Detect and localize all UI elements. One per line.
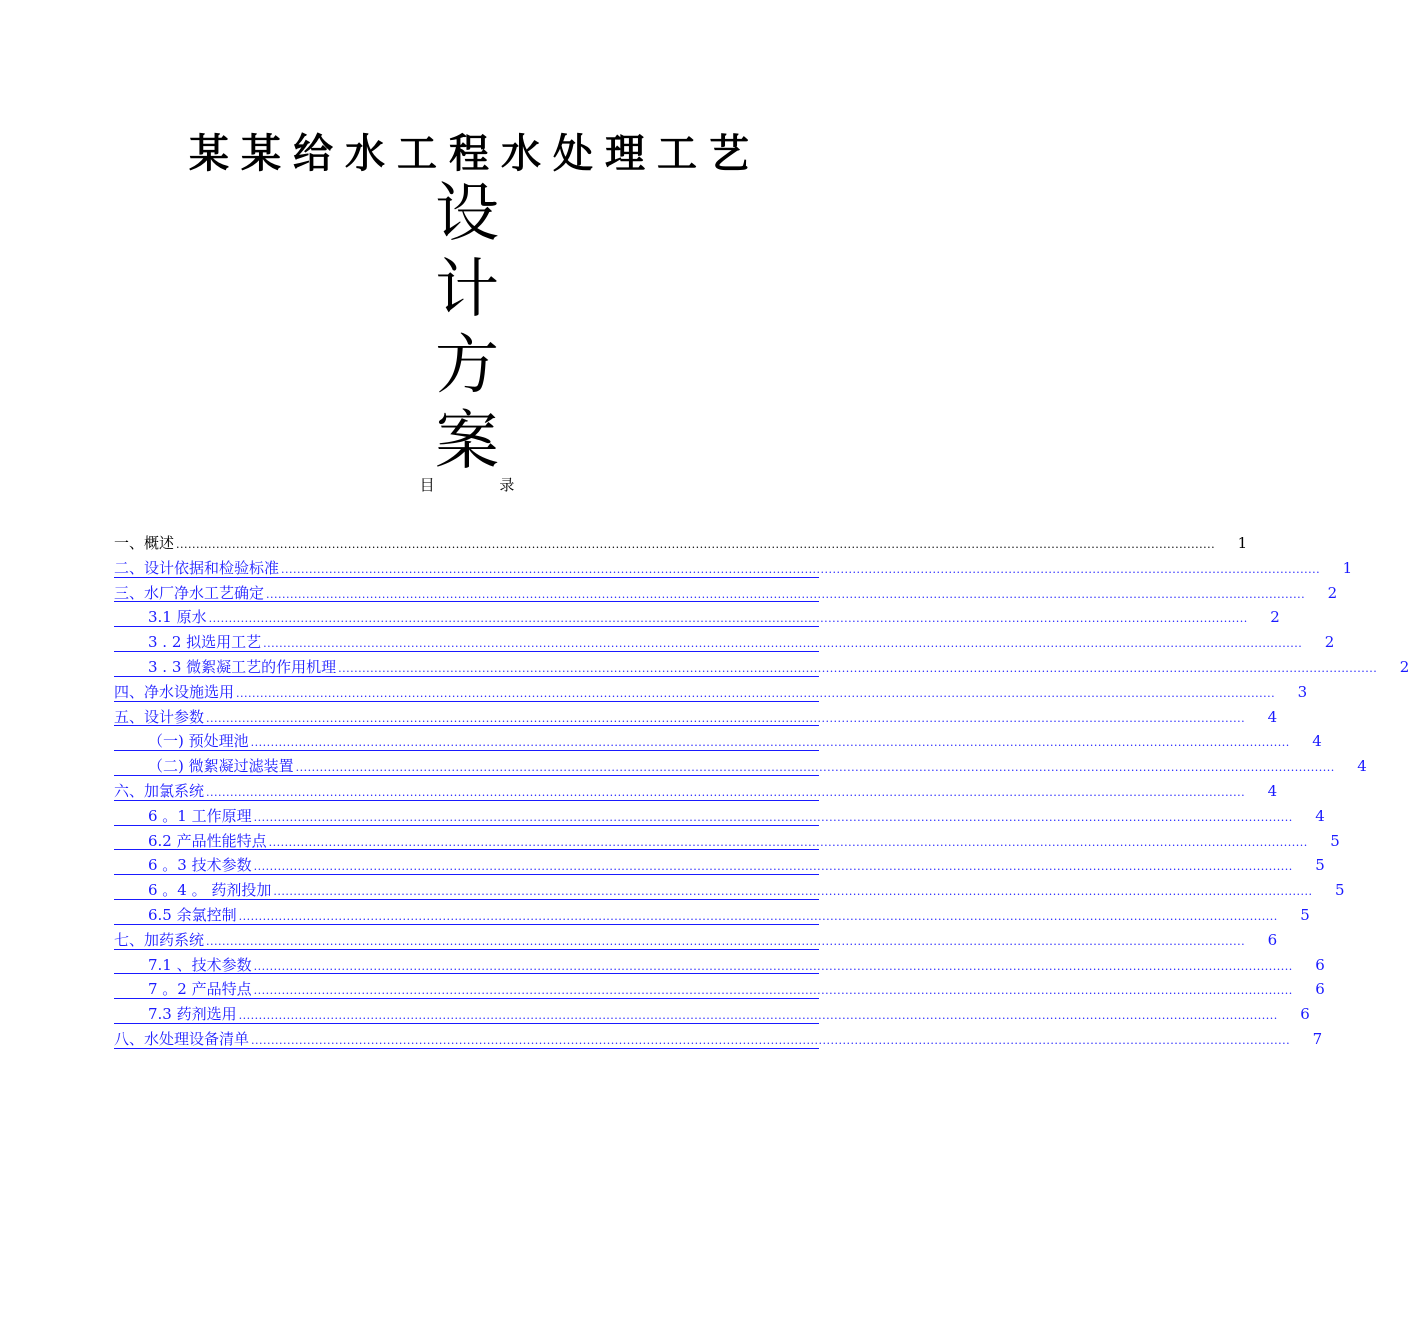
- toc-entry-page: 4: [1315, 806, 1325, 825]
- toc-entry[interactable]: [114, 928, 1278, 953]
- toc-entry-page: 7: [1312, 1029, 1323, 1048]
- toc-entry-page: 4: [1267, 781, 1278, 800]
- title-char-1: 设: [435, 177, 499, 251]
- toc-entry-label: 6.2 产品性能特点: [148, 831, 267, 850]
- toc-entry[interactable]: [114, 1002, 1310, 1027]
- toc-entry[interactable]: [114, 754, 1367, 779]
- toc-dot-leader: ....................................................................................................................................................................................................................................................................: [208, 612, 1248, 626]
- toc-dot-leader: ....................................................................................................................................................................................................................................................................: [238, 909, 1278, 923]
- title-char-3: 方: [435, 329, 499, 403]
- toc-entry[interactable]: [114, 977, 1325, 1002]
- toc-entry-page: 5: [1300, 905, 1310, 924]
- table-of-contents: [114, 531, 1410, 1052]
- toc-entry-label: 3 . 2 拟选用工艺: [148, 633, 262, 652]
- toc-entry-page: 1: [1342, 558, 1353, 577]
- toc-entry[interactable]: [114, 630, 1335, 655]
- toc-entry-page: 4: [1357, 757, 1367, 776]
- toc-heading-char-2: 录: [499, 476, 515, 494]
- toc-entry-page: 5: [1315, 856, 1325, 875]
- toc-entry[interactable]: [114, 903, 1310, 928]
- toc-entry-page: 2: [1399, 657, 1410, 676]
- toc-entry[interactable]: [114, 581, 1338, 606]
- toc-entry[interactable]: [114, 729, 1322, 754]
- toc-entry-page: 6: [1315, 955, 1325, 974]
- toc-entry[interactable]: [114, 853, 1325, 878]
- document-title: 某某给水工程水处理工艺: [189, 131, 761, 177]
- toc-dot-leader: ....................................................................................................................................................................................................................................................................: [253, 984, 1293, 998]
- toc-dot-leader: ....................................................................................................................................................................................................................................................................: [176, 538, 1216, 551]
- toc-dot-leader: ....................................................................................................................................................................................................................................................................: [253, 959, 1293, 973]
- toc-entry-label: 7.3 药剂选用: [148, 1005, 237, 1024]
- toc-dot-leader: ....................................................................................................................................................................................................................................................................: [268, 835, 1308, 849]
- toc-entry-page: 4: [1267, 707, 1278, 726]
- toc-entry-label: （二) 微絮凝过滤装置: [148, 757, 294, 776]
- toc-entry[interactable]: [114, 705, 1278, 730]
- toc-entry-page: 6: [1267, 930, 1278, 949]
- toc-entry[interactable]: [114, 1027, 1323, 1052]
- toc-entry[interactable]: [114, 804, 1325, 829]
- toc-entry-page: 4: [1312, 732, 1322, 751]
- toc-entry[interactable]: [114, 779, 1278, 804]
- toc-dot-leader: ....................................................................................................................................................................................................................................................................: [236, 686, 1276, 700]
- toc-entry[interactable]: [114, 953, 1325, 978]
- toc-entry-label: 八、水处理设备清单: [114, 1029, 250, 1048]
- toc-entry-page: 6: [1300, 1005, 1310, 1024]
- toc-entry-page: 2: [1270, 608, 1280, 627]
- toc-dot-leader: ....................................................................................................................................................................................................................................................................: [251, 1033, 1291, 1047]
- toc-dot-leader: ....................................................................................................................................................................................................................................................................: [295, 761, 1335, 775]
- toc-entry-page: 3: [1297, 682, 1308, 701]
- toc-entry-page: 6: [1315, 980, 1325, 999]
- toc-entry-label: 一、概述: [114, 534, 175, 552]
- toc-heading-char-1: 目: [419, 476, 435, 494]
- toc-dot-leader: ....................................................................................................................................................................................................................................................................: [253, 860, 1293, 874]
- toc-entry[interactable]: [114, 605, 1280, 630]
- toc-entry-label: 7 。2 产品特点: [148, 980, 252, 999]
- toc-dot-leader: ....................................................................................................................................................................................................................................................................: [250, 736, 1290, 750]
- toc-entry-page: 2: [1324, 633, 1335, 652]
- toc-entry-label: 七、加药系统: [114, 930, 205, 949]
- toc-entry-label: 3.1 原水: [148, 608, 207, 627]
- toc-entry[interactable]: [114, 878, 1345, 903]
- toc-entry-label: 6 。1 工作原理: [148, 806, 252, 825]
- toc-dot-leader: ....................................................................................................................................................................................................................................................................: [273, 885, 1313, 899]
- toc-dot-leader: ....................................................................................................................................................................................................................................................................: [263, 637, 1303, 651]
- toc-entry[interactable]: [114, 655, 1410, 680]
- toc-entry: [114, 531, 1248, 556]
- toc-entry-page: 5: [1330, 831, 1340, 850]
- toc-entry[interactable]: [114, 680, 1308, 705]
- toc-dot-leader: ....................................................................................................................................................................................................................................................................: [338, 661, 1378, 675]
- toc-entry-label: 6.5 余氯控制: [148, 905, 237, 924]
- toc-dot-leader: ....................................................................................................................................................................................................................................................................: [266, 587, 1306, 601]
- toc-entry-page: 2: [1327, 583, 1338, 602]
- toc-dot-leader: ....................................................................................................................................................................................................................................................................: [281, 562, 1321, 576]
- toc-entry[interactable]: [114, 556, 1353, 581]
- toc-entry-label: 3 . 3 微絮凝工艺的作用机理: [148, 657, 337, 676]
- toc-heading: [0, 474, 934, 495]
- title-char-2: 计: [435, 253, 499, 327]
- toc-entry-label: （一) 预处理池: [148, 732, 249, 751]
- title-char-4: 案: [435, 405, 499, 479]
- toc-dot-leader: ....................................................................................................................................................................................................................................................................: [206, 934, 1246, 948]
- toc-dot-leader: ....................................................................................................................................................................................................................................................................: [238, 1009, 1278, 1023]
- toc-entry-label: 7.1 、技术参数: [148, 955, 252, 974]
- toc-entry-label: 二、设计依据和检验标准: [114, 558, 280, 577]
- toc-entry-page: 1: [1237, 534, 1248, 552]
- toc-dot-leader: ....................................................................................................................................................................................................................................................................: [206, 785, 1246, 799]
- toc-entry-label: 6 。3 技术参数: [148, 856, 252, 875]
- toc-entry-label: 五、设计参数: [114, 707, 205, 726]
- toc-entry-label: 三、水厂净水工艺确定: [114, 583, 265, 602]
- toc-dot-leader: ....................................................................................................................................................................................................................................................................: [253, 810, 1293, 824]
- toc-entry-label: 6 。4 。 药剂投加: [148, 881, 272, 900]
- toc-entry[interactable]: [114, 829, 1340, 854]
- toc-dot-leader: ....................................................................................................................................................................................................................................................................: [206, 711, 1246, 725]
- toc-entry-label: 六、加氯系统: [114, 781, 205, 800]
- toc-entry-label: 四、净水设施选用: [114, 682, 235, 701]
- toc-entry-page: 5: [1334, 881, 1345, 900]
